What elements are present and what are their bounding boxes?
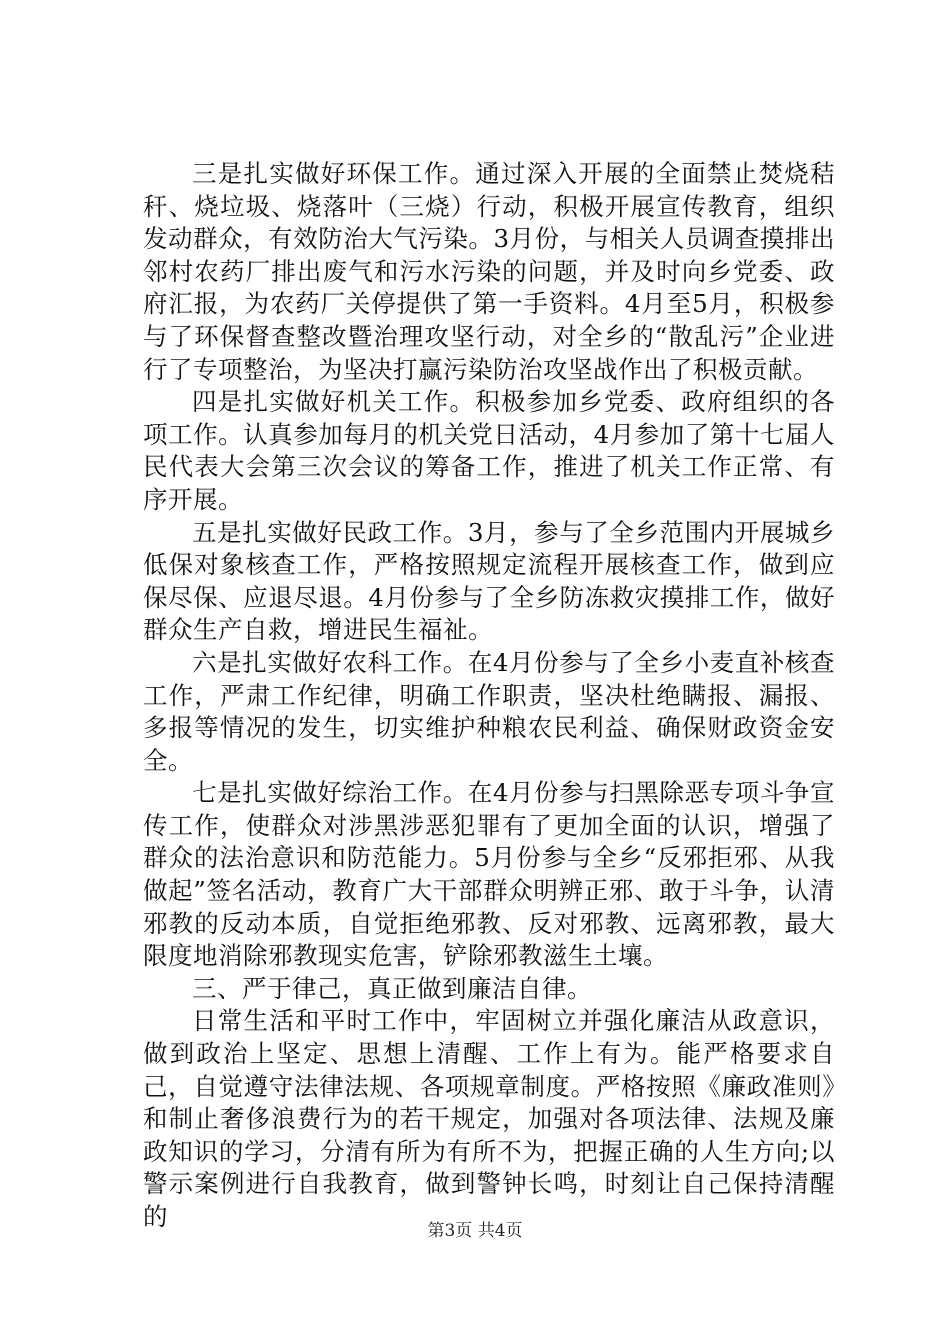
paragraph-civil-affairs: 五是扎实做好民政工作。3月，参与了全乡范围内开展城乡低保对象核查工作，严格按照规定流程开展核查工作，做到应保尽保、应退尽退。4月份参与了全乡防冻救灾摸排工作，做好群众生产自救，增进民生福祉。 [143, 517, 835, 645]
paragraph-environment: 三是扎实做好环保工作。通过深入开展的全面禁止焚烧秸秆、烧垃圾、烧落叶（三烧）行动，积极开展宣传教育，组织发动群众，有效防治大气污染。3月份，与相关人员调查摸排出邻村农药厂排出废气和污水污染的问题，并及时向乡党委、政府汇报，为农药厂关停提供了第一手资料。4月至5月，积极参与了环保督查整改暨治理攻坚行动，对全乡的“散乱污”企业进行了专项整治，为坚决打赢污染防治攻坚战作出了积极贡献。 [143, 159, 835, 384]
paragraph-integrity: 日常生活和平时工作中，牢固树立并强化廉洁从政意识，做到政治上坚定、思想上清醒、工作上有为。能严格要求自己，自觉遵守法律法规、各项规章制度。严格按照《廉政准则》和制止奢侈浪费行为的若干规定，加强对各项法律、法规及廉政知识的学习，分清有所为有所不为，把握正确的人生方向;以警示案例进行自我教育，做到警钟长鸣，时刻让自己保持清醒的 [143, 1006, 835, 1231]
paragraph-public-security: 七是扎实做好综治工作。在4月份参与扫黑除恶专项斗争宣传工作，使群众对涉黑涉恶犯罪有了更加全面的认识，增强了群众的法治意识和防范能力。5月份参与全乡“反邪拒邪、从我做起”签名活动，教育广大干部群众明辨正邪、敢于斗争，认清邪教的反动本质，自觉拒绝邪教、反对邪教、远离邪教，最大限度地消除邪教现实危害，铲除邪教滋生土壤。 [143, 778, 835, 971]
paragraph-office: 四是扎实做好机关工作。积极参加乡党委、政府组织的各项工作。认真参加每月的机关党日活动，4月参加了第十七届人民代表大会第三次会议的筹备工作，推进了机关工作正常、有序开展。 [143, 387, 835, 514]
page-number: 第3页 共4页 [427, 1221, 523, 1241]
section-heading: 三、严于律己，真正做到廉洁自律。 [192, 973, 592, 1003]
paragraph-agriculture: 六是扎实做好农科工作。在4月份参与了全乡小麦直补核查工作，严肃工作纪律，明确工作职责，坚决杜绝瞒报、漏报、多报等情况的发生，切实维护种粮农民利益、确保财政资金安全。 [143, 647, 835, 775]
body-text [143, 158, 835, 1234]
